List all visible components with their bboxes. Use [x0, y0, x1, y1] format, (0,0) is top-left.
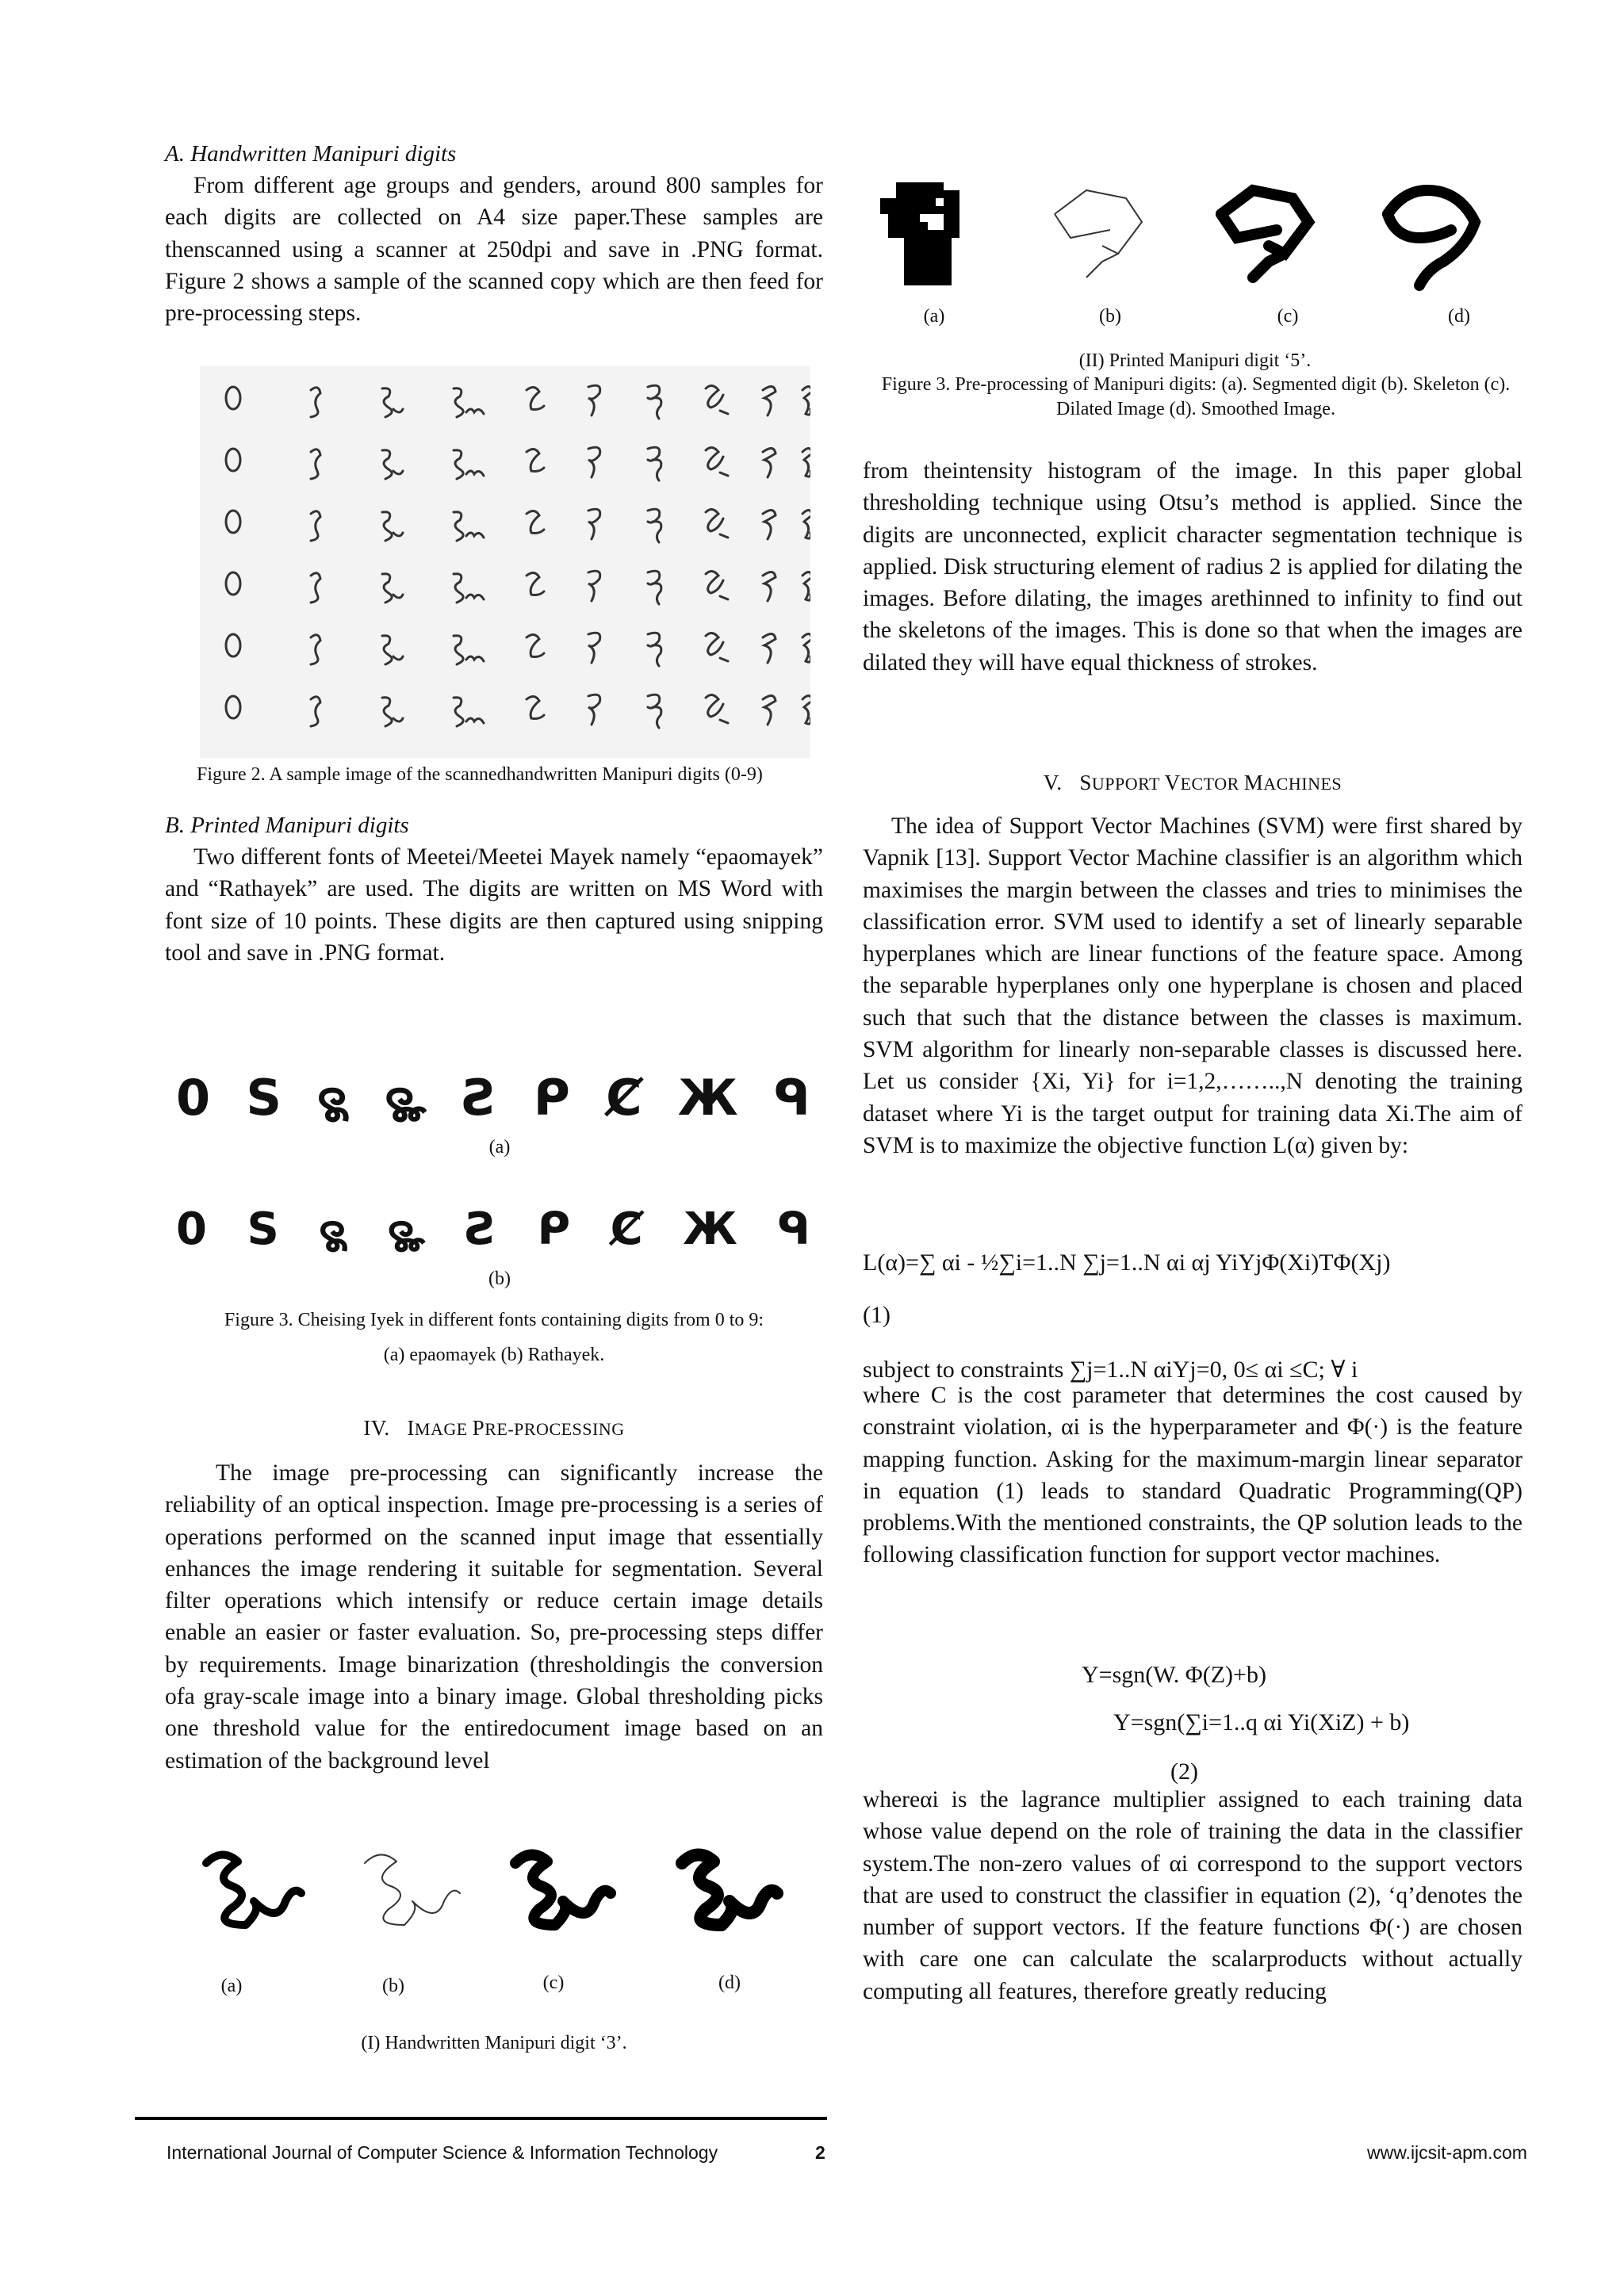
constraint-line: subject to constraints ∑j=1..N αiYj=0, 0≤ αi ≤C; ∀ i	[863, 1357, 1358, 1383]
digit-7: Ж	[677, 1069, 738, 1127]
footer-page-number: 2	[815, 2142, 825, 2163]
digit-4: Ƨ	[462, 1069, 498, 1127]
section-v-title-cap2: V	[1164, 771, 1181, 794]
section-b-text: Two different fonts of Meetei/Meetei Mayek namely “epaomayek” and “Rathayek” are used. The digits are written on MS Word with font size of 10 points. These digits are then captured using snipping tool and save in .PNG format.	[165, 844, 823, 966]
digit-8: ᑫ	[777, 1203, 810, 1255]
digit-3: ꯳	[385, 1075, 427, 1133]
section-iv-heading	[165, 1416, 823, 1441]
digit-2: ꯲	[319, 1211, 348, 1262]
section-a-title: A. Handwritten Manipuri digits	[165, 141, 457, 166]
equation-2b: Y=sgn(∑i=1..q αi Yi(XiZ) + b)	[1113, 1709, 1410, 1735]
section-v-title-cap1: S	[1079, 771, 1092, 794]
figure-3a-label: (a)	[488, 1137, 511, 1158]
left-column-2	[165, 763, 823, 969]
epaomayek-digits-row	[176, 1069, 810, 1132]
printed-5-stages	[872, 166, 1522, 301]
section-iv-title-cap1: I	[407, 1416, 415, 1440]
footer-journal: International Journal of Computer Science & Information Technology	[167, 2142, 718, 2163]
right-column-continued	[863, 455, 1522, 679]
digit-0: 0	[176, 1203, 207, 1255]
section-a-text: From different age groups and genders, around 800 samples for each digits are collected on A4 size paper.These samples are thenscanned using a scanner at 250dpi and save in .PNG format. Figure 2 shows a sample of the scanned copy which are then feed for pre-processing steps.	[165, 173, 823, 327]
digit-5: ᑭ	[533, 1069, 570, 1127]
where-paragraph	[863, 1380, 1522, 1571]
digit-6: Ȼ	[610, 1203, 643, 1255]
footer-rule	[135, 2117, 827, 2120]
figure-i-label-b: (b)	[382, 1976, 404, 1996]
section-v-body	[863, 810, 1522, 1161]
handwritten-digits-scan	[200, 366, 810, 758]
figure-ii-label-b: (b)	[1099, 306, 1121, 327]
footer-website: www.ijcsit-apm.com	[1367, 2142, 1527, 2163]
digit-8: ᑫ	[773, 1069, 810, 1127]
section-v-number: V.	[1043, 771, 1063, 794]
equation-2a: Y=sgn(W. Φ(Z)+b)	[1082, 1662, 1266, 1688]
figure-2-caption: Figure 2. A sample image of the scannedhandwritten Manipuri digits (0-9)	[197, 764, 763, 785]
left-column	[165, 138, 823, 329]
figure-3-preprocessing-caption: Figure 3. Pre-processing of Manipuri digits: (a). Segmented digit (b). Skeleton (c). Dilated Image (d). Smoothed Image.	[881, 374, 1511, 419]
digit-0: 0	[176, 1069, 211, 1127]
section-iv-title-rest2: RE-PROCESSING	[485, 1419, 625, 1439]
rathayek-digits-row	[176, 1203, 810, 1267]
digit-5: ᑭ	[537, 1203, 571, 1255]
figure-2-image	[200, 366, 810, 758]
digit-7: Ж	[683, 1203, 737, 1255]
figure-ii-label-c: (c)	[1277, 306, 1299, 327]
digit-1: S	[246, 1069, 282, 1127]
figure-ii-caption: (II) Printed Manipuri digit ‘5’.	[1078, 350, 1312, 371]
section-v-heading	[863, 771, 1522, 795]
figure-ii-label-d: (d)	[1448, 306, 1470, 327]
section-v-title-rest3: ACHINES	[1263, 774, 1342, 794]
section-iv-title-cap2: P	[472, 1416, 485, 1440]
section-iv-body	[165, 1457, 823, 1777]
figure-i-caption: (I) Handwritten Manipuri digit ‘3’.	[361, 2033, 627, 2053]
section-iv-text: The image pre-processing can significantly increase the reliability of an optical inspection. Image pre-processing is a series of operations performed on the scanned input image that essentially enhances the image rendering it suitable for segmentation. Several filter operations which intensify or reduce certain image details enable an easier or faster evaluation. So, pre-processing steps differ by requirements. Image binarization (thresholdingis the conversion ofa gray-scale image into a binary image. Global thresholding picks one threshold value for the entiredocument image based on an estimation of the background level	[165, 1460, 823, 1774]
preprocessing-continued-text: from theintensity histogram of the image. In this paper global thresholding technique using Otsu’s method is applied. Since the digits are unconnected, explicit character segmentation technique is applied. Disk structuring element of radius 2 is applied for dilating the images. Before dilating, the images arethinned to infinity to find out the skeletons of the images. This is done so that when the images are dilated they will have equal thickness of strokes.	[863, 458, 1522, 675]
digit-4: Ƨ	[465, 1203, 497, 1255]
figure-3b-label: (b)	[488, 1269, 511, 1289]
equation-1-number: (1)	[863, 1302, 891, 1328]
figure-i-label-c: (c)	[542, 1973, 565, 1993]
handwritten-3-stages	[190, 1839, 809, 1966]
figure-i-label-a: (a)	[220, 1976, 243, 1996]
digit-6: Ȼ	[606, 1069, 642, 1127]
section-b-title: B. Printed Manipuri digits	[165, 813, 409, 838]
lagrange-text: whereαi is the lagrance multiplier assigned to each training data whose value depend on the role of training the data in the classifier system.The non-zero values of αi correspond to the support vectors that are used to construct the classifier in equation (2), ‘q’denotes the number of support vectors. If the feature functions Φ(·) are chosen with care one can calculate the scalarproducts without actually computing all features, therefore greatly reducing	[863, 1787, 1522, 2004]
where-text: where C is the cost parameter that determines the cost caused by constraint violation, αi is the hyperparameter and Φ(·) is the feature mapping function. Asking for the maximum-margin linear separator in equation (1) leads to standard Quadratic Programming(QP) problems.With the mentioned constraints, the QP solution leads to the following classification function for support vector machines.	[863, 1383, 1522, 1568]
lagrange-paragraph	[863, 1784, 1522, 2007]
figure-3-caption-line2: (a) epaomayek (b) Rathayek.	[383, 1345, 605, 1365]
digit-3: ꯳	[387, 1211, 426, 1262]
equation-1: L(α)=∑ αi - ½∑i=1..N ∑j=1..N αi αj YiYjΦ(Xi)TΦ(Xj)	[863, 1249, 1391, 1276]
section-v-title-cap3: M	[1243, 771, 1264, 794]
figure-i-images	[190, 1839, 809, 1966]
section-v-title-rest2: ECTOR	[1180, 774, 1244, 794]
figure-ii-images	[872, 166, 1522, 301]
section-v-text: The idea of Support Vector Machines (SVM) were first shared by Vapnik [13]. Support Vector Machine classifier is an algorithm which maximises the margin between the classes and tries to minimises the classification error. SVM used to identify a set of linearly separable hyperplanes which are linear functions of the feature space. Among the separable hyperplanes only one hyperplane is chosen and placed such that such that the distance between the classes is maximum. SVM algorithm for linearly non-separable classes is discussed here. Let us consider {Xi, Yi} for i=1,2,……..,N denoting the training dataset where Yi is the target output for training data Xi.The aim of SVM is to maximize the objective function L(α) given by:	[863, 813, 1522, 1158]
equation-2-number: (2)	[1170, 1758, 1198, 1785]
section-v-title-rest1: UPPORT	[1091, 774, 1165, 794]
figure-i-label-d: (d)	[718, 1973, 741, 1993]
section-iv-title-rest1: MAGE	[414, 1419, 473, 1439]
digit-2: ꯲	[317, 1075, 350, 1133]
figure-3-caption-line1: Figure 3. Cheising Iyek in different fonts containing digits from 0 to 9:	[224, 1310, 764, 1330]
figure-ii-label-a: (a)	[923, 306, 945, 327]
section-iv-number: IV.	[363, 1416, 390, 1440]
digit-1: S	[247, 1203, 279, 1255]
